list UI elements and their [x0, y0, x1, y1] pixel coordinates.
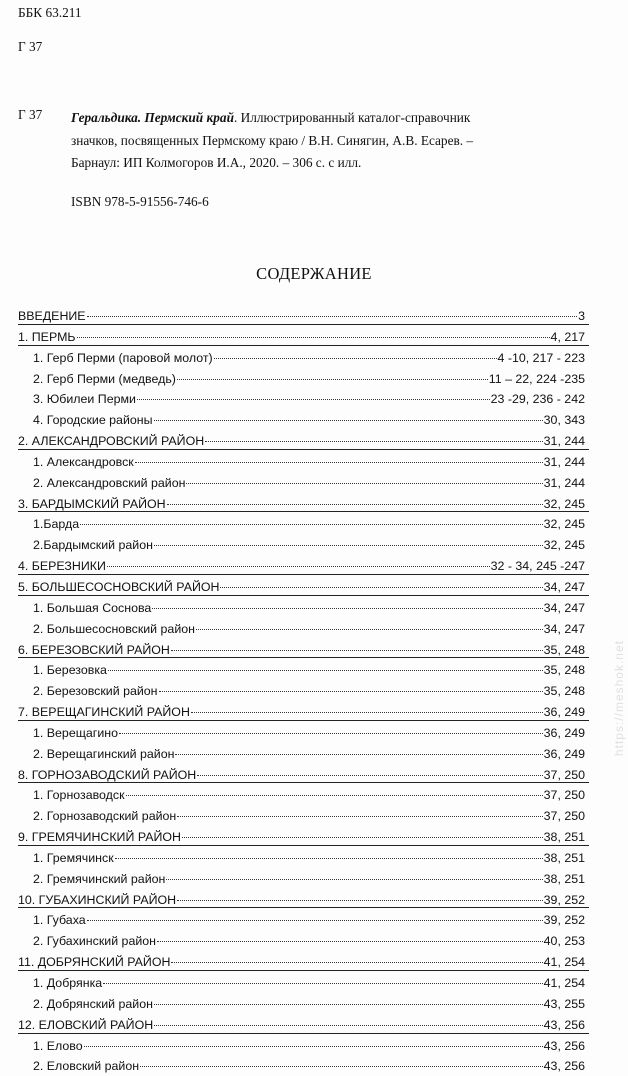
- toc-page-number: 11 – 22, 224 -235: [488, 371, 585, 386]
- toc-entry-title: 7. ВЕРЕЩАГИНСКИЙ РАЙОН: [18, 705, 190, 720]
- toc-leader-dots: [214, 344, 497, 359]
- toc-entry-title: 1. Губаха: [33, 913, 86, 928]
- toc-entry-title: 2. Большесосновский район: [33, 621, 195, 636]
- bib-line-1: [71, 107, 611, 130]
- toc-leader-dots: [135, 448, 543, 463]
- toc-leader-dots: [186, 469, 542, 484]
- toc-page-number: 36, 249: [543, 746, 585, 761]
- toc-page-number: 31, 244: [543, 454, 585, 469]
- toc-leader-dots: [177, 365, 488, 380]
- toc-page-number: 4 -10, 217 - 223: [497, 350, 585, 365]
- author-sign-top: Г 37: [18, 39, 43, 54]
- toc-leader-dots: [171, 636, 543, 651]
- bib-line-3: Барнаул: ИП Колмогоров И.А., 2020. – 306 с. с илл.: [71, 155, 362, 170]
- toc-leader-dots: [167, 490, 543, 505]
- toc-page-number: 43, 255: [543, 996, 585, 1011]
- toc-page-number: 38, 251: [543, 850, 585, 865]
- toc-leader-dots: [87, 906, 543, 921]
- bbk-code: ББК 63.211: [18, 5, 82, 20]
- toc-entry-title: 6. БЕРЕЗОВСКИЙ РАЙОН: [18, 642, 170, 657]
- toc-page-number: 43, 256: [543, 1038, 585, 1053]
- toc-page-number: 38, 251: [543, 871, 585, 886]
- author-sign-side: Г 37: [18, 107, 43, 122]
- toc-leader-dots: [77, 323, 550, 338]
- toc-entry-title: 1. Гремячинск: [33, 850, 114, 865]
- toc-page-number: 36, 249: [543, 705, 585, 720]
- toc-entry-title: 1. Герб Перми (паровой молот): [33, 350, 213, 365]
- watermark: https://meshok.net: [612, 640, 626, 757]
- toc-entry-title: 2. Александровский район: [33, 475, 186, 490]
- toc-entry-title: 2. Горнозаводский район: [33, 809, 177, 824]
- toc-leader-dots: [115, 844, 543, 859]
- toc-leader-dots: [154, 1011, 542, 1026]
- table-of-contents: [18, 305, 585, 1076]
- toc-page-number: 32 - 34, 245 -247: [490, 559, 585, 574]
- toc-entry-title: 2. Березовский район: [33, 684, 158, 699]
- toc-leader-dots: [87, 302, 578, 317]
- toc-leader-dots: [103, 969, 542, 984]
- toc-page-number: 37, 250: [543, 809, 585, 824]
- toc-page-number: 23 -29, 236 - 242: [490, 392, 585, 407]
- toc-entry-title: 4. Городские районы: [33, 413, 153, 428]
- toc-leader-dots: [107, 552, 490, 567]
- toc-subsection: [18, 1055, 585, 1076]
- toc-page-number: 4, 217: [550, 329, 585, 344]
- toc-leader-dots: [177, 886, 543, 901]
- toc-entry-title: 5. БОЛЬШЕСОСНОВСКИЙ РАЙОН: [18, 579, 220, 594]
- toc-entry-title: 1. Большая Соснова: [33, 600, 152, 615]
- toc-entry-title: 1. Александровск: [33, 454, 134, 469]
- toc-leader-dots: [154, 990, 543, 1005]
- toc-page-number: 41, 254: [543, 976, 585, 990]
- toc-leader-dots: [196, 615, 543, 630]
- toc-page-number: 37, 250: [543, 788, 585, 803]
- book-subtitle: . Иллюстрированный каталог-справочник: [233, 110, 471, 125]
- toc-page-number: 38, 251: [543, 830, 585, 845]
- toc-leader-dots: [159, 677, 543, 692]
- toc-page-number: 35, 248: [543, 663, 585, 678]
- toc-leader-dots: [182, 823, 543, 838]
- toc-page-number: 40, 253: [543, 934, 585, 949]
- toc-entry-title: 1. Верещагино: [33, 725, 118, 740]
- toc-entry-title: 2. Гремячинский район: [33, 871, 166, 886]
- toc-leader-dots: [119, 719, 543, 734]
- toc-entry-title: 2. Еловский район: [33, 1059, 140, 1074]
- toc-leader-dots: [108, 656, 543, 671]
- toc-leader-dots: [171, 948, 542, 963]
- toc-entry-title: 1. ПЕРМЬ: [18, 329, 76, 344]
- toc-page-number: 3: [578, 309, 585, 323]
- bibliographic-record: [71, 107, 611, 175]
- toc-page-number: 31, 244: [543, 434, 585, 449]
- toc-entry-title: ВВЕДЕНИЕ: [18, 309, 86, 323]
- toc-page-number: 39, 252: [543, 913, 585, 928]
- toc-page-number: 37, 250: [543, 767, 585, 782]
- toc-leader-dots: [152, 594, 542, 609]
- toc-page-number: 41, 254: [543, 955, 585, 970]
- toc-entry-title: 4. БЕРЕЗНИКИ: [18, 559, 106, 574]
- toc-page-number: 34, 247: [543, 600, 585, 615]
- toc-entry-title: 12. ЕЛОВСКИЙ РАЙОН: [18, 1017, 154, 1032]
- toc-leader-dots: [205, 427, 542, 442]
- toc-entry-title: 2.Бардымский район: [33, 538, 153, 553]
- toc-page-number: 36, 249: [543, 725, 585, 740]
- bib-line-2: значков, посвященных Пермскому краю / В.Н. Синягин, А.В. Есарев. –: [71, 132, 474, 148]
- toc-entry-title: 2. Добрянский район: [33, 996, 153, 1011]
- toc-page-number: 35, 248: [543, 684, 585, 699]
- toc-page-number: 32, 245: [543, 496, 585, 511]
- toc-entry-title: 1.Барда: [33, 517, 80, 532]
- toc-leader-dots: [166, 865, 542, 880]
- toc-entry-title: 1. Елово: [33, 1038, 83, 1053]
- toc-page-number: 39, 252: [543, 892, 585, 907]
- toc-page-number: 34, 247: [543, 621, 585, 636]
- toc-leader-dots: [191, 698, 543, 713]
- toc-page-number: 34, 247: [543, 579, 585, 594]
- toc-entry-title: 2. АЛЕКСАНДРОВСКИЙ РАЙОН: [18, 434, 205, 449]
- toc-leader-dots: [126, 781, 543, 796]
- toc-entry-title: 10. ГУБАХИНСКИЙ РАЙОН: [18, 892, 177, 907]
- toc-page-number: 32, 245: [543, 517, 585, 532]
- toc-entry-title: 2. Верещагинский район: [33, 746, 175, 761]
- toc-entry-title: 1. Горнозаводск: [33, 788, 125, 803]
- toc-page-number: 32, 245: [543, 538, 585, 553]
- isbn: ISBN 978-5-91556-746-6: [71, 194, 209, 209]
- toc-entry-title: 3. Юбилеи Перми: [33, 392, 136, 407]
- toc-page-number: 43, 256: [543, 1017, 585, 1032]
- toc-leader-dots: [80, 510, 543, 525]
- toc-leader-dots: [140, 1052, 543, 1067]
- toc-leader-dots: [84, 1032, 543, 1047]
- toc-entry-title: 3. БАРДЫМСКИЙ РАЙОН: [18, 496, 166, 511]
- toc-leader-dots: [137, 385, 490, 400]
- toc-leader-dots: [175, 740, 542, 755]
- toc-leader-dots: [154, 531, 543, 546]
- toc-entry-title: 2. Герб Перми (медведь): [33, 371, 176, 386]
- toc-entry-title: 2. Губахинский район: [33, 934, 156, 949]
- toc-page-number: 35, 248: [543, 642, 585, 657]
- toc-entry-title: 9. ГРЕМЯЧИНСКИЙ РАЙОН: [18, 830, 182, 845]
- toc-page-number: 30, 343: [543, 413, 585, 428]
- toc-leader-dots: [220, 573, 542, 588]
- book-title: Геральдика. Пермский край: [71, 110, 234, 125]
- toc-page-number: 31, 244: [543, 475, 585, 490]
- toc-entry-title: 1. Добрянка: [33, 976, 103, 990]
- toc-entry-title: 11. ДОБРЯНСКИЙ РАЙОН: [18, 955, 171, 970]
- toc-page-number: 43, 256: [543, 1059, 585, 1074]
- toc-leader-dots: [177, 802, 542, 817]
- toc-leader-dots: [154, 406, 543, 421]
- toc-title: СОДЕРЖАНИЕ: [256, 264, 372, 283]
- toc-entry-title: 1. Березовка: [33, 663, 107, 678]
- toc-leader-dots: [157, 927, 543, 942]
- toc-entry-title: 8. ГОРНОЗАВОДСКИЙ РАЙОН: [18, 767, 197, 782]
- toc-leader-dots: [197, 761, 542, 776]
